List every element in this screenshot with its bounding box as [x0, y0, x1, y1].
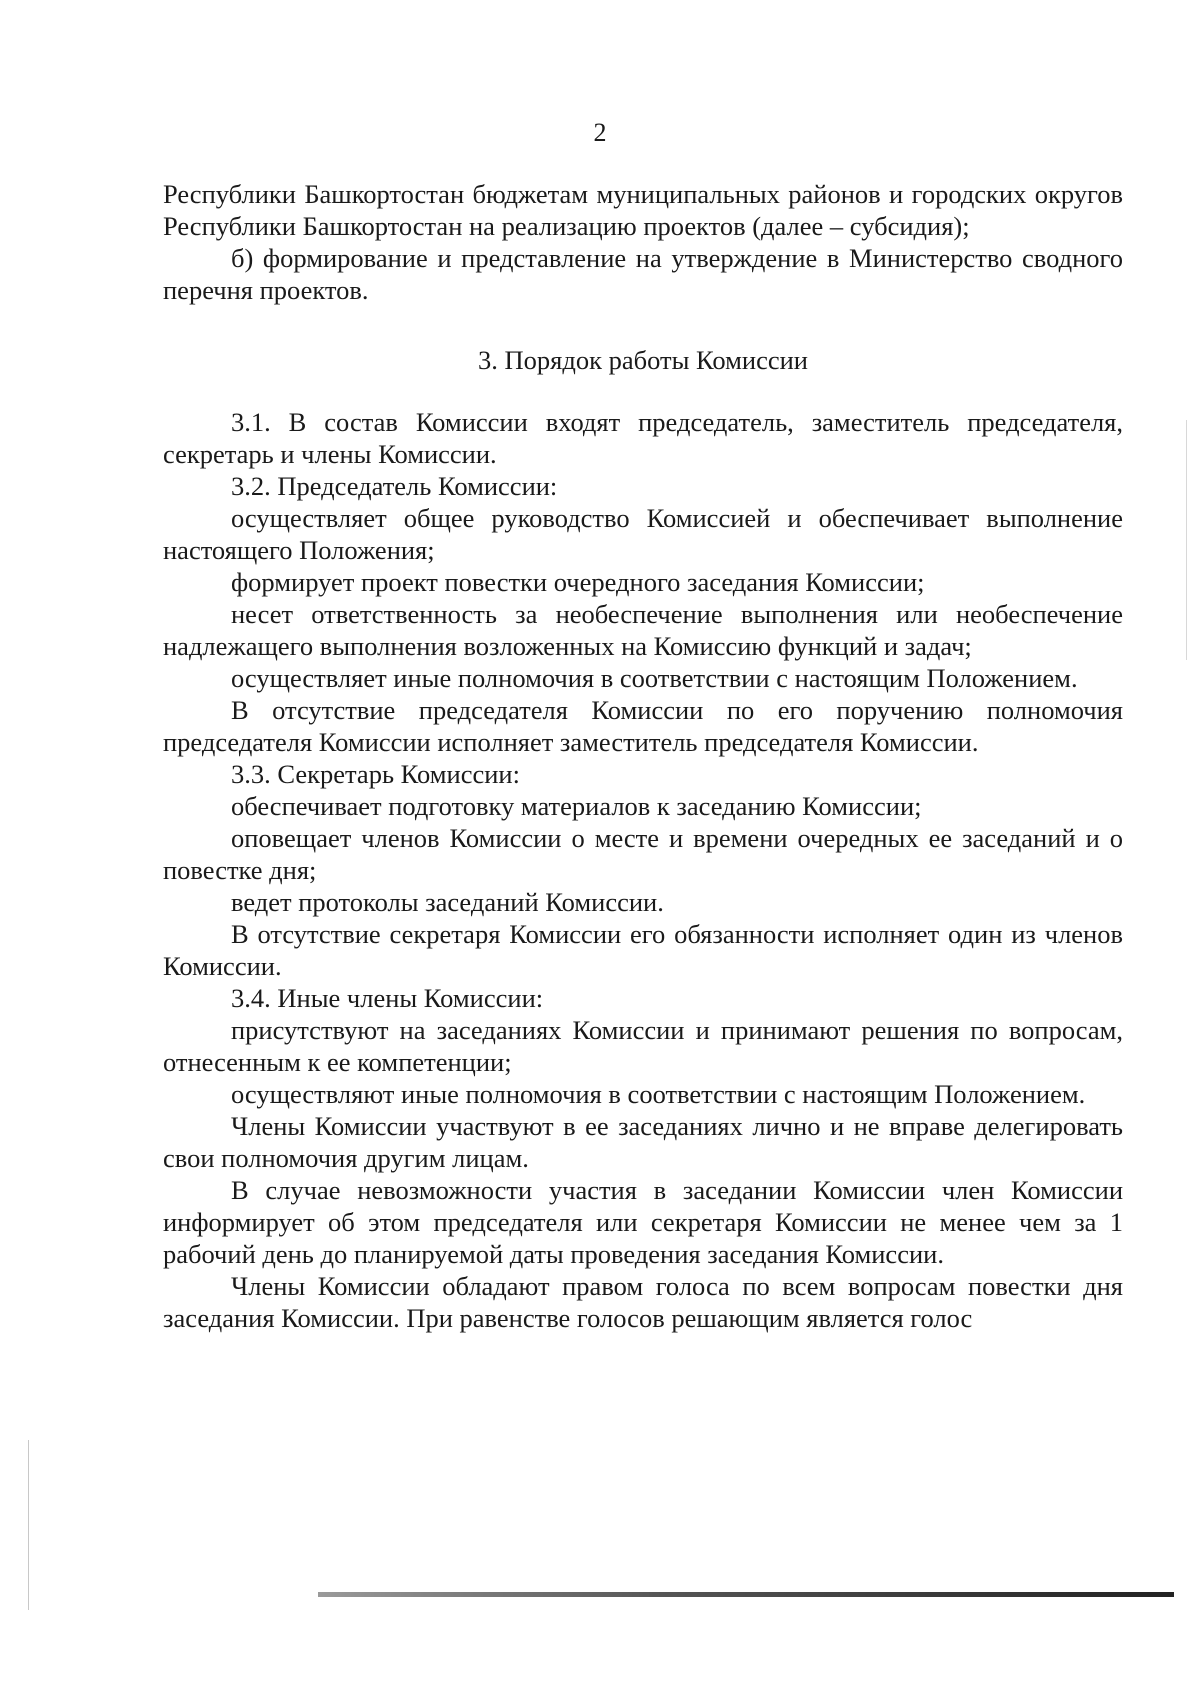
paragraph-chair-duty-2: формирует проект повестки очередного заседания Комиссии; [231, 567, 925, 597]
paragraph-voting-rights: Члены Комиссии обладают правом голоса по всем вопросам повестки дня заседания Комиссии. При равенстве голосов решающим является голос [163, 1271, 1123, 1333]
paragraph-secretary-duty-2: оповещает членов Комиссии о месте и времени очередных ее заседаний и о повестке дня; [163, 823, 1123, 885]
paragraph-3-1: 3.1. В состав Комиссии входят председатель, заместитель председателя, секретарь и члены Комиссии. [163, 407, 1123, 469]
paragraph-3-4: 3.4. Иные члены Комиссии: [231, 983, 544, 1013]
paragraph-chair-duty-3: несет ответственность за необеспечение выполнения или необеспечение надлежащего выполнения возложенных на Комиссию функций и задач; [163, 599, 1123, 661]
paragraph-3-2: 3.2. Председатель Комиссии: [231, 471, 558, 501]
scan-right-edge-mark [1186, 420, 1187, 660]
scan-bottom-rule [318, 1592, 1174, 1597]
paragraph-absence-notice: В случае невозможности участия в заседании Комиссии член Комиссии информирует об этом председателя или секретаря Комиссии не менее чем за 1 рабочий день до планируемой даты проведения заседания Комиссии. [163, 1175, 1123, 1269]
section-heading: 3. Порядок работы Комиссии [478, 345, 808, 375]
paragraph-3-3: 3.3. Секретарь Комиссии: [231, 759, 520, 789]
paragraph-personal-participation: Члены Комиссии участвуют в ее заседаниях лично и не вправе делегировать свои полномочия другим лицам. [163, 1111, 1123, 1173]
document-body [163, 178, 1123, 1334]
paragraph-chair-duty-1: осуществляет общее руководство Комиссией и обеспечивает выполнение настоящего Положения; [163, 503, 1123, 565]
paragraph-item-b: б) формирование и представление на утверждение в Министерство сводного перечня проектов. [163, 243, 1123, 305]
page-number: 2 [593, 118, 607, 147]
paragraph-secretary-absence: В отсутствие секретаря Комиссии его обязанности исполняет один из членов Комиссии. [163, 919, 1123, 981]
paragraph-member-duty-1: присутствуют на заседаниях Комиссии и принимают решения по вопросам, отнесенным к ее компетенции; [163, 1015, 1123, 1077]
paragraph-member-duty-2: осуществляют иные полномочия в соответствии с настоящим Положением. [231, 1079, 1086, 1109]
paragraph-chair-absence: В отсутствие председателя Комиссии по его поручению полномочия председателя Комиссии исполняет заместитель председателя Комиссии. [163, 695, 1123, 757]
paragraph-chair-duty-4: осуществляет иные полномочия в соответствии с настоящим Положением. [231, 663, 1078, 693]
paragraph-secretary-duty-1: обеспечивает подготовку материалов к заседанию Комиссии; [231, 791, 922, 821]
scan-left-edge-mark [28, 1440, 29, 1610]
paragraph-subsidy-continuation: Республики Башкортостан бюджетам муниципальных районов и городских округов Республики Башкортостан на реализацию проектов (далее – субсидия); [163, 179, 1123, 241]
paragraph-secretary-duty-3: ведет протоколы заседаний Комиссии. [231, 887, 664, 917]
